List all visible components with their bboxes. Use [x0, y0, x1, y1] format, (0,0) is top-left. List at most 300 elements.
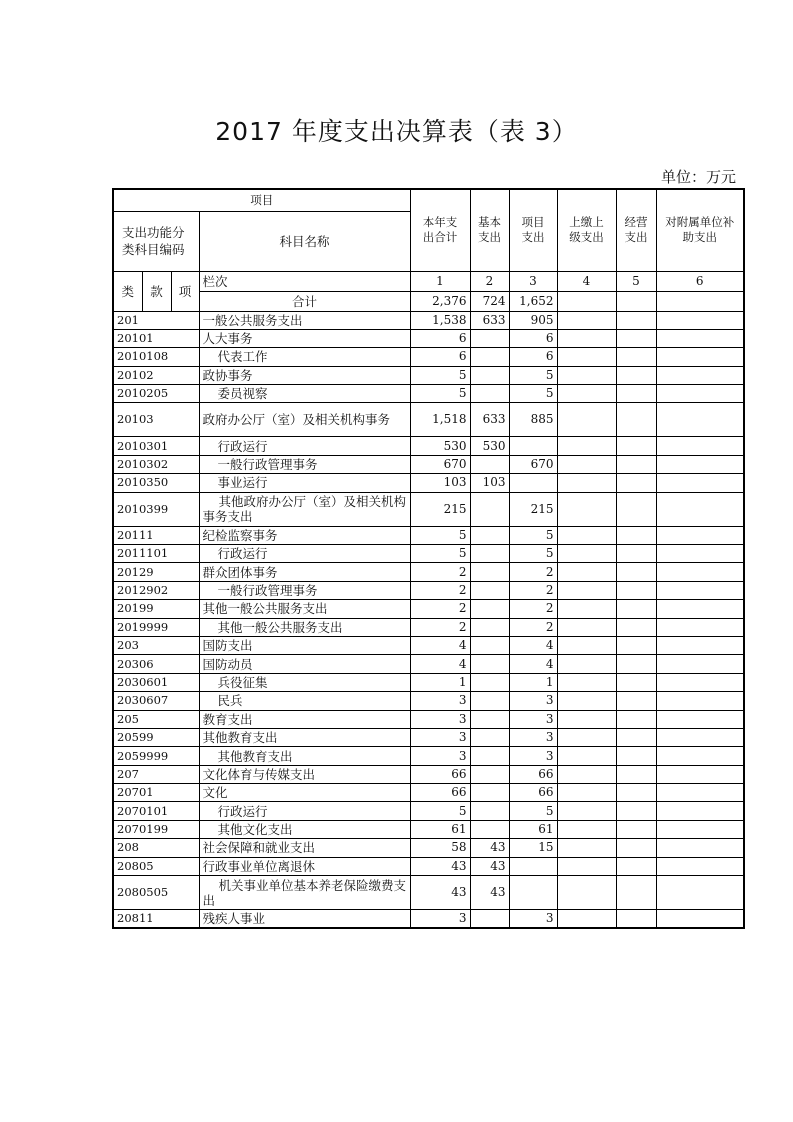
table-row	[113, 710, 744, 728]
row-subject-name: 其他教育支出	[199, 747, 410, 765]
row-value	[656, 692, 744, 710]
row-value: 43	[410, 857, 470, 875]
table-row	[113, 455, 744, 473]
row-value: 43	[470, 876, 509, 910]
row-code: 2019999	[113, 618, 199, 636]
header-kuan: 款	[142, 271, 171, 311]
row-value	[616, 784, 656, 802]
row-value: 2	[410, 618, 470, 636]
row-value	[616, 655, 656, 673]
row-value	[656, 802, 744, 820]
row-value: 103	[470, 474, 509, 492]
row-value	[656, 563, 744, 581]
header-lei: 类	[113, 271, 142, 311]
row-code: 2010108	[113, 348, 199, 366]
table-row	[113, 329, 744, 347]
row-value	[557, 910, 616, 929]
total-label: 合计	[199, 291, 410, 311]
row-value: 885	[509, 403, 557, 437]
row-value: 5	[509, 526, 557, 544]
row-value: 4	[509, 636, 557, 654]
row-value	[616, 385, 656, 403]
row-code: 20599	[113, 728, 199, 746]
row-value	[656, 474, 744, 492]
table-row	[113, 728, 744, 746]
row-code: 2030607	[113, 692, 199, 710]
row-value	[557, 366, 616, 384]
header-col-total: 本年支出合计	[410, 189, 470, 271]
row-code: 20805	[113, 857, 199, 875]
header-col-operating: 经营支出	[616, 189, 656, 271]
row-value: 43	[470, 839, 509, 857]
row-code: 203	[113, 636, 199, 654]
row-value: 2	[410, 600, 470, 618]
col-num-3: 3	[509, 271, 557, 291]
row-value	[616, 437, 656, 455]
col-num-5: 5	[616, 271, 656, 291]
table-row	[113, 618, 744, 636]
row-value	[616, 802, 656, 820]
row-value	[509, 474, 557, 492]
row-value	[470, 366, 509, 384]
row-subject-name: 一般行政管理事务	[199, 581, 410, 599]
row-code: 2070101	[113, 802, 199, 820]
row-value	[470, 710, 509, 728]
row-value	[616, 526, 656, 544]
row-code: 20111	[113, 526, 199, 544]
table-row	[113, 876, 744, 910]
row-value: 4	[410, 636, 470, 654]
row-subject-name: 行政运行	[199, 545, 410, 563]
row-value: 3	[509, 728, 557, 746]
row-code: 205	[113, 710, 199, 728]
row-value	[470, 673, 509, 691]
header-subject-name: 科目名称	[199, 211, 410, 271]
row-code: 20101	[113, 329, 199, 347]
row-subject-name: 残疾人事业	[199, 910, 410, 929]
row-subject-name: 机关事业单位基本养老保险缴费支出	[199, 876, 410, 910]
row-value	[656, 348, 744, 366]
row-value: 530	[470, 437, 509, 455]
header-col-remit: 上缴上级支出	[557, 189, 616, 271]
row-subject-name: 文化	[199, 784, 410, 802]
row-value	[616, 492, 656, 526]
total-value: 724	[470, 291, 509, 311]
row-value	[470, 820, 509, 838]
row-value	[470, 784, 509, 802]
row-code: 20701	[113, 784, 199, 802]
page-title: 2017 年度支出决算表（表 3）	[215, 117, 578, 146]
table-row	[113, 348, 744, 366]
row-value: 633	[470, 311, 509, 329]
row-value	[656, 765, 744, 783]
row-value: 61	[410, 820, 470, 838]
row-value: 4	[509, 655, 557, 673]
table-row	[113, 636, 744, 654]
row-value	[656, 366, 744, 384]
row-value	[470, 747, 509, 765]
row-value: 2	[410, 563, 470, 581]
row-code: 207	[113, 765, 199, 783]
total-value: 2,376	[410, 291, 470, 311]
row-value	[557, 784, 616, 802]
row-value	[616, 348, 656, 366]
row-value	[470, 563, 509, 581]
row-value	[557, 329, 616, 347]
row-subject-name: 行政事业单位离退休	[199, 857, 410, 875]
row-value	[656, 784, 744, 802]
row-value	[557, 455, 616, 473]
row-value	[616, 910, 656, 929]
row-value	[616, 747, 656, 765]
col-num-4: 4	[557, 271, 616, 291]
row-value	[656, 820, 744, 838]
row-value: 66	[509, 765, 557, 783]
row-value	[470, 581, 509, 599]
row-value	[557, 673, 616, 691]
table-row	[113, 311, 744, 329]
row-value	[557, 545, 616, 563]
row-value	[616, 692, 656, 710]
row-value: 3	[509, 710, 557, 728]
row-subject-name: 政协事务	[199, 366, 410, 384]
row-value: 66	[410, 765, 470, 783]
table-row	[113, 563, 744, 581]
row-value: 5	[410, 545, 470, 563]
row-value	[656, 673, 744, 691]
row-value	[616, 474, 656, 492]
row-value	[656, 618, 744, 636]
row-code: 208	[113, 839, 199, 857]
row-value: 43	[410, 876, 470, 910]
row-value	[470, 455, 509, 473]
row-value	[470, 655, 509, 673]
header-code-group: 支出功能分类科目编码	[113, 211, 199, 271]
table-row	[113, 474, 744, 492]
row-code: 2010302	[113, 455, 199, 473]
row-value: 5	[509, 366, 557, 384]
row-code: 2012902	[113, 581, 199, 599]
row-value	[557, 403, 616, 437]
row-value: 6	[410, 329, 470, 347]
row-value	[616, 710, 656, 728]
row-value: 3	[410, 910, 470, 929]
row-code: 20129	[113, 563, 199, 581]
row-value	[656, 581, 744, 599]
row-value	[616, 545, 656, 563]
row-value: 670	[410, 455, 470, 473]
row-value: 2	[509, 618, 557, 636]
row-value: 5	[509, 802, 557, 820]
row-value: 5	[509, 385, 557, 403]
row-value: 4	[410, 655, 470, 673]
row-value: 3	[410, 692, 470, 710]
row-value	[616, 366, 656, 384]
row-value	[557, 802, 616, 820]
table-row	[113, 673, 744, 691]
header-xiang: 项	[171, 271, 199, 311]
row-value	[656, 600, 744, 618]
row-subject-name: 人大事务	[199, 329, 410, 347]
row-subject-name: 一般公共服务支出	[199, 311, 410, 329]
table-row	[113, 747, 744, 765]
row-value	[616, 820, 656, 838]
row-value	[656, 839, 744, 857]
row-value: 103	[410, 474, 470, 492]
row-value	[557, 348, 616, 366]
row-code: 2030601	[113, 673, 199, 691]
row-subject-name: 代表工作	[199, 348, 410, 366]
row-code: 2070199	[113, 820, 199, 838]
row-value: 1	[509, 673, 557, 691]
row-value	[616, 728, 656, 746]
total-value	[656, 291, 744, 311]
row-value: 2	[509, 600, 557, 618]
row-value: 66	[509, 784, 557, 802]
row-value	[616, 857, 656, 875]
row-value	[616, 311, 656, 329]
row-value	[656, 403, 744, 437]
row-value	[470, 765, 509, 783]
row-value: 5	[410, 802, 470, 820]
row-subject-name: 其他一般公共服务支出	[199, 618, 410, 636]
table-row	[113, 784, 744, 802]
table-row	[113, 492, 744, 526]
row-value	[470, 545, 509, 563]
row-value	[656, 329, 744, 347]
row-value: 66	[410, 784, 470, 802]
row-value	[557, 618, 616, 636]
row-value: 5	[410, 385, 470, 403]
row-value: 215	[509, 492, 557, 526]
row-value: 6	[410, 348, 470, 366]
row-code: 20103	[113, 403, 199, 437]
row-code: 2059999	[113, 747, 199, 765]
row-code: 20306	[113, 655, 199, 673]
row-value	[616, 765, 656, 783]
row-value	[470, 692, 509, 710]
row-value: 633	[470, 403, 509, 437]
row-value	[557, 692, 616, 710]
row-value	[656, 526, 744, 544]
table-row	[113, 366, 744, 384]
row-value: 2	[509, 563, 557, 581]
row-value	[557, 765, 616, 783]
table-row	[113, 765, 744, 783]
row-subject-name: 文化体育与传媒支出	[199, 765, 410, 783]
table-row	[113, 600, 744, 618]
col-num-1: 1	[410, 271, 470, 291]
total-value: 1,652	[509, 291, 557, 311]
row-value: 670	[509, 455, 557, 473]
row-value: 2	[410, 581, 470, 599]
row-value	[656, 655, 744, 673]
row-value	[470, 329, 509, 347]
row-value: 1,518	[410, 403, 470, 437]
row-value: 6	[509, 348, 557, 366]
row-value: 5	[410, 526, 470, 544]
row-value	[557, 474, 616, 492]
row-value	[557, 437, 616, 455]
row-value: 15	[509, 839, 557, 857]
row-subject-name: 行政运行	[199, 437, 410, 455]
row-value	[557, 526, 616, 544]
row-value: 5	[509, 545, 557, 563]
row-value	[470, 526, 509, 544]
row-value: 3	[410, 728, 470, 746]
row-value: 1	[410, 673, 470, 691]
row-subject-name: 国防动员	[199, 655, 410, 673]
row-subject-name: 民兵	[199, 692, 410, 710]
col-num-2: 2	[470, 271, 509, 291]
table-row	[113, 437, 744, 455]
row-value	[557, 728, 616, 746]
row-value	[470, 600, 509, 618]
row-value	[616, 618, 656, 636]
row-value	[616, 329, 656, 347]
row-code: 20199	[113, 600, 199, 618]
row-value	[509, 857, 557, 875]
row-code: 2080505	[113, 876, 199, 910]
row-value: 530	[410, 437, 470, 455]
row-value: 905	[509, 311, 557, 329]
table-row	[113, 581, 744, 599]
row-value	[557, 311, 616, 329]
table-row	[113, 910, 744, 929]
row-value	[656, 910, 744, 929]
table-row	[113, 802, 744, 820]
expenditure-table	[112, 188, 745, 929]
row-value	[557, 839, 616, 857]
row-value	[557, 636, 616, 654]
row-value	[557, 747, 616, 765]
row-value	[616, 876, 656, 910]
row-value	[470, 910, 509, 929]
row-value	[509, 876, 557, 910]
table-row	[113, 655, 744, 673]
table-row	[113, 545, 744, 563]
row-value	[656, 728, 744, 746]
row-subject-name: 一般行政管理事务	[199, 455, 410, 473]
row-value	[557, 600, 616, 618]
row-subject-name: 其他文化支出	[199, 820, 410, 838]
col-num-6: 6	[656, 271, 744, 291]
row-value	[557, 820, 616, 838]
row-value	[656, 545, 744, 563]
row-value	[557, 857, 616, 875]
table-row	[113, 839, 744, 857]
row-value: 6	[509, 329, 557, 347]
row-value	[656, 311, 744, 329]
row-value	[557, 655, 616, 673]
row-value: 3	[410, 710, 470, 728]
row-subject-name: 事业运行	[199, 474, 410, 492]
row-value: 61	[509, 820, 557, 838]
row-value	[470, 618, 509, 636]
row-value	[470, 348, 509, 366]
row-code: 2010301	[113, 437, 199, 455]
row-subject-name: 教育支出	[199, 710, 410, 728]
row-value	[656, 455, 744, 473]
row-code: 20102	[113, 366, 199, 384]
header-col-subsidy: 对附属单位补助支出	[656, 189, 744, 271]
row-value	[470, 636, 509, 654]
row-value	[509, 437, 557, 455]
row-value	[656, 876, 744, 910]
row-subject-name: 其他政府办公厅（室）及相关机构事务支出	[199, 492, 410, 526]
row-value: 3	[509, 910, 557, 929]
total-value	[557, 291, 616, 311]
table-row	[113, 692, 744, 710]
header-col-basic: 基本支出	[470, 189, 509, 271]
row-code: 2010350	[113, 474, 199, 492]
table-row	[113, 857, 744, 875]
row-value	[557, 710, 616, 728]
row-value	[656, 747, 744, 765]
row-subject-name: 行政运行	[199, 802, 410, 820]
header-col-project: 项目支出	[509, 189, 557, 271]
total-value	[616, 291, 656, 311]
table-row	[113, 820, 744, 838]
row-value	[616, 636, 656, 654]
row-value	[470, 802, 509, 820]
row-subject-name: 其他教育支出	[199, 728, 410, 746]
row-value	[656, 636, 744, 654]
row-code: 2011101	[113, 545, 199, 563]
row-value	[616, 455, 656, 473]
row-subject-name: 委员视察	[199, 385, 410, 403]
row-value	[656, 710, 744, 728]
row-subject-name: 其他一般公共服务支出	[199, 600, 410, 618]
row-value	[557, 876, 616, 910]
row-value	[656, 437, 744, 455]
row-value	[470, 728, 509, 746]
row-value: 3	[509, 747, 557, 765]
table-row	[113, 385, 744, 403]
row-subject-name: 国防支出	[199, 636, 410, 654]
row-value	[557, 563, 616, 581]
row-code: 201	[113, 311, 199, 329]
row-value: 2	[509, 581, 557, 599]
table-row	[113, 526, 744, 544]
row-value	[616, 403, 656, 437]
row-value	[656, 385, 744, 403]
row-subject-name: 社会保障和就业支出	[199, 839, 410, 857]
row-value: 58	[410, 839, 470, 857]
row-value	[616, 673, 656, 691]
row-value	[616, 563, 656, 581]
row-value: 5	[410, 366, 470, 384]
row-value	[470, 492, 509, 526]
row-value	[616, 600, 656, 618]
row-code: 2010205	[113, 385, 199, 403]
unit-label: 单位：万元	[660, 168, 736, 186]
row-value: 3	[410, 747, 470, 765]
row-value	[470, 385, 509, 403]
row-value: 43	[470, 857, 509, 875]
row-value: 3	[509, 692, 557, 710]
row-value	[557, 492, 616, 526]
row-value	[616, 839, 656, 857]
row-value	[557, 385, 616, 403]
row-value: 215	[410, 492, 470, 526]
row-code: 2010399	[113, 492, 199, 526]
row-subject-name: 兵役征集	[199, 673, 410, 691]
row-value	[616, 581, 656, 599]
header-item: 项目	[113, 189, 410, 211]
row-subject-name: 纪检监察事务	[199, 526, 410, 544]
row-code: 20811	[113, 910, 199, 929]
